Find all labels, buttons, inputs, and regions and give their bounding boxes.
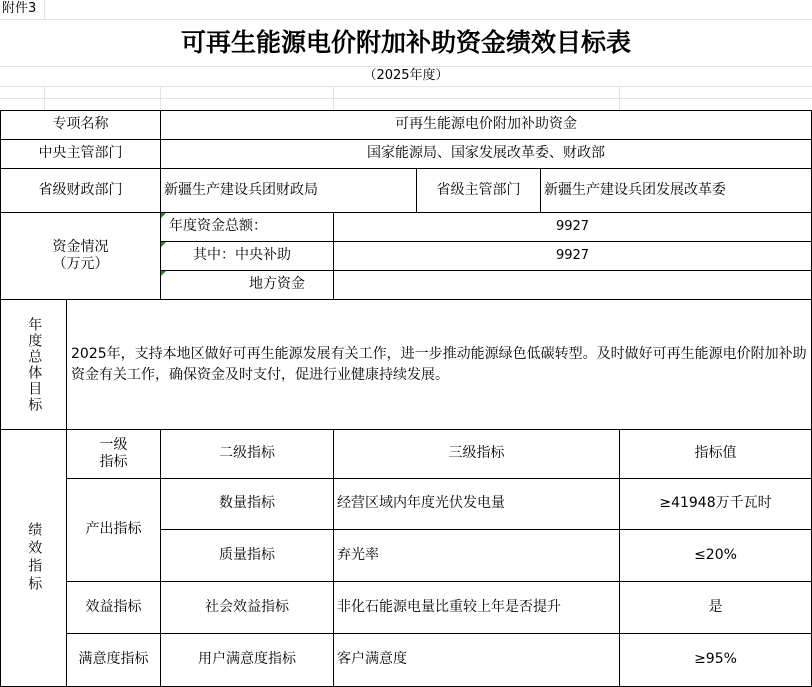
satisfaction-indicator-label: 满意度指标 xyxy=(78,651,149,668)
benefit-indicator-label: 效益指标 xyxy=(85,598,142,615)
funds-total-value: 9927 xyxy=(555,218,590,234)
quantity-indicator-label: 数量指标 xyxy=(219,495,275,512)
cell-marker xyxy=(161,242,166,247)
annual-goal-label: 年度总体目标 xyxy=(26,316,43,413)
project-name-value: 可再生能源电价附加补助资金 xyxy=(395,116,577,133)
funds-local-value xyxy=(334,271,811,299)
header-level1: 一级 指标 xyxy=(99,436,128,470)
user-satisfaction-value: ≥95% xyxy=(694,651,737,668)
funds-central-value: 9927 xyxy=(555,247,590,263)
quality-indicator-item: 弃光率 xyxy=(337,546,379,563)
funds-label: 资金情况 （万元） xyxy=(52,238,109,272)
prov-finance-value: 新疆生产建设兵团财政局 xyxy=(164,181,318,198)
social-benefit-item: 非化石能源电量比重较上年是否提升 xyxy=(337,598,561,615)
grid-line xyxy=(0,98,812,99)
quantity-indicator-value: ≥41948万千瓦时 xyxy=(659,495,772,512)
output-indicator-label: 产出指标 xyxy=(85,521,142,538)
prov-dept-value: 新疆生产建设兵团发展改革委 xyxy=(544,181,726,198)
grid-line xyxy=(333,86,334,110)
header-value: 指标值 xyxy=(694,445,737,462)
header-level2: 二级指标 xyxy=(219,445,275,462)
prov-finance-label: 省级财政部门 xyxy=(38,181,123,198)
prov-dept-label: 省级主管部门 xyxy=(436,181,521,198)
header-level3: 三级指标 xyxy=(448,445,505,462)
quality-indicator-label: 质量指标 xyxy=(219,546,275,563)
attachment-label: 附件3 xyxy=(2,1,37,17)
indicators-section-label: 绩效指标 xyxy=(26,522,43,594)
grid-line xyxy=(0,86,812,87)
social-benefit-value: 是 xyxy=(708,598,723,615)
user-satisfaction-item: 客户满意度 xyxy=(337,651,407,668)
annual-goal-text: 2025年，支持本地区做好可再生能源发展有关工作，进一步推动能源绿色低碳转型。及时做好可再生能源电价附加补助资金有关工作，确保资金及时支付，促进行业健康持续发展。 xyxy=(71,346,807,383)
grid-line xyxy=(619,86,620,110)
funds-total-label: 年度资金总额： xyxy=(169,218,267,235)
year-label: （2025年度） xyxy=(363,67,449,83)
quality-indicator-value: ≤20% xyxy=(694,546,737,563)
funds-local-label: 地方资金 xyxy=(249,276,305,293)
central-dept-value: 国家能源局、国家发展改革委、财政部 xyxy=(367,145,605,162)
grid-line xyxy=(44,86,45,110)
user-satisfaction-label: 用户满意度指标 xyxy=(198,651,296,668)
central-dept-label: 中央主管部门 xyxy=(38,145,123,162)
quantity-indicator-item: 经营区域内年度光伏发电量 xyxy=(337,495,505,512)
funds-central-label: 其中：中央补助 xyxy=(193,247,291,264)
social-benefit-label: 社会效益指标 xyxy=(205,598,289,615)
grid-line xyxy=(160,86,161,110)
project-name-label: 专项名称 xyxy=(52,116,109,133)
page-title: 可再生能源电价附加补助资金绩效目标表 xyxy=(180,28,631,58)
